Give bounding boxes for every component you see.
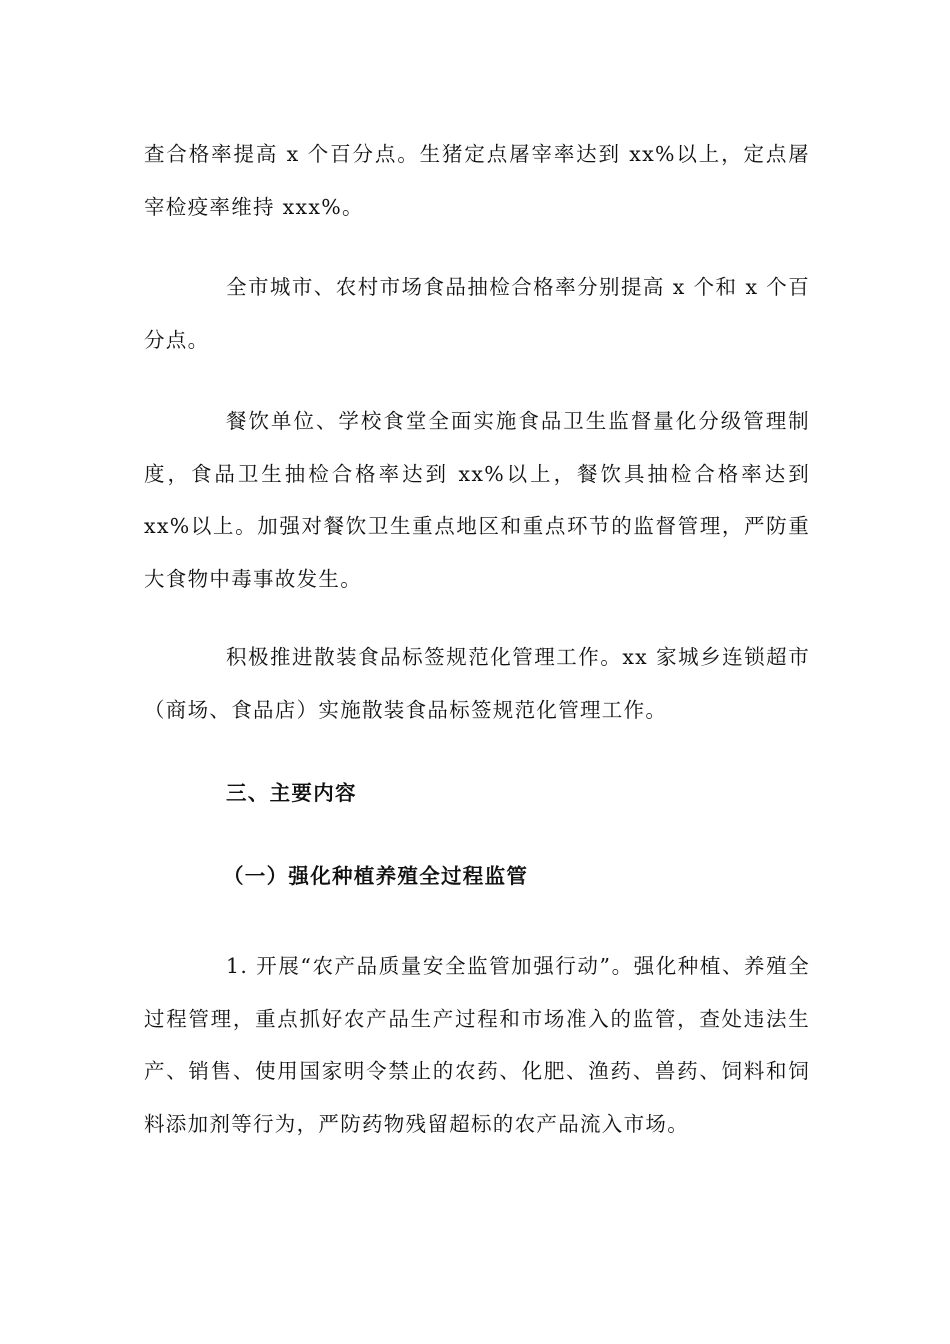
section-heading: 三、主要内容 [226, 781, 357, 805]
paragraph-inspection-rate: 查合格率提高 x 个百分点。生猪定点屠宰率达到 xx%以上，定点屠宰检疫率维持 xxx%。 [144, 142, 810, 219]
paragraph-bulk-food-labeling: 积极推进散装食品标签规范化管理工作。xx 家城乡连锁超市（商场、食品店）实施散装食品标签规范化管理工作。 [144, 645, 810, 722]
item-paragraph: 1. 开展“农产品质量安全监管加强行动”。强化种植、养殖全过程管理，重点抓好农产品生产过程和市场准入的监管，查处违法生产、销售、使用国家明令禁止的农药、化肥、渔药、兽药、饲料和饲料添加剂等行为，严防药物残留超标的农产品流入市场。 [144, 954, 810, 1136]
paragraph-market-sampling: 全市城市、农村市场食品抽检合格率分别提高 x 个和 x 个百分点。 [144, 275, 810, 352]
paragraph-catering-supervision: 餐饮单位、学校食堂全面实施食品卫生监督量化分级管理制度，食品卫生抽检合格率达到 xx%以上，餐饮具抽检合格率达到 xx%以上。加强对餐饮卫生重点地区和重点环节的监督管理，严防重大食物中毒事故发生。 [144, 409, 810, 591]
subsection-heading: （一）强化种植养殖全过程监管 [223, 864, 529, 888]
